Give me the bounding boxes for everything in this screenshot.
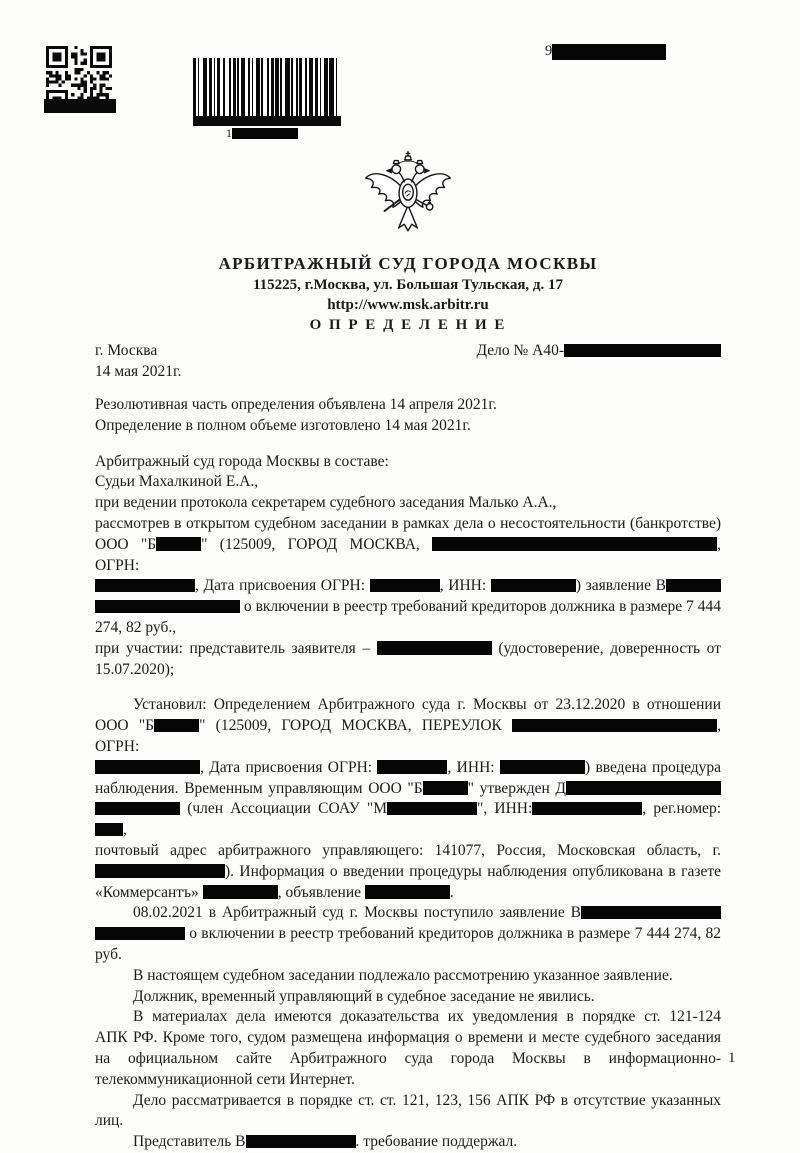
redaction-bar xyxy=(512,719,717,733)
redaction-bar xyxy=(377,641,492,655)
redaction-bar xyxy=(156,537,201,551)
text-line: (член Ассоциации СОАУ "М ", ИНН: , рег.номер:, xyxy=(95,799,721,841)
text-line: руб. xyxy=(95,945,122,963)
document-type-title: О П Р Е Д Е Л Е Н И Е xyxy=(309,317,507,333)
barcode-number xyxy=(226,126,298,141)
text-line: о включении в реестр требований кредиторов должника в размере 7 444 xyxy=(95,597,721,618)
redaction-bar xyxy=(44,99,116,113)
text-line: «Коммерсантъ» , объявление . xyxy=(95,883,454,901)
text-line: почтовый адрес арбитражного управляющего: 141077, Россия, Московская область, г. xyxy=(95,841,721,859)
document-date: 14 мая 2021г. xyxy=(95,363,182,380)
redaction-bar xyxy=(491,579,576,593)
barcode xyxy=(193,58,341,117)
redaction-bar xyxy=(95,927,185,941)
text-line: , Дата присвоения ОГРН: , ИНН: ) введена процедура xyxy=(95,758,721,779)
text-line: Судьи Махалкиной Е.А., xyxy=(95,473,259,491)
text-line: АПК РФ. Кроме того, судом размещена информация о времени и месте судебного заседания xyxy=(95,1029,721,1047)
text-line: Резолютивная часть определения объявлена 14 апреля 2021г. xyxy=(95,396,497,413)
court-address: 115225, г.Москва, ул. Большая Тульская, д. 17 xyxy=(252,277,564,293)
redaction-bar xyxy=(423,781,468,795)
text-line: 274, 82 руб., xyxy=(95,618,177,636)
text-line: наблюдения. Временным управляющим ООО "Б " утвержден Д xyxy=(95,779,721,800)
redaction-bar xyxy=(232,128,298,139)
body-lines xyxy=(95,395,721,1153)
redaction-bar xyxy=(203,885,278,899)
text-line: 15.07.2020); xyxy=(95,660,175,678)
russian-coat-of-arms-icon xyxy=(361,150,455,242)
redaction-bar xyxy=(95,579,195,593)
text-line: В материалах дела имеются доказательства их уведомления в порядке ст. 121-124 xyxy=(133,1008,721,1026)
text-line: ООО "Б " (125009, ГОРОД МОСКВА, ПЕРЕУЛОК , ОГРН: xyxy=(95,717,721,755)
redaction-bar xyxy=(377,760,447,774)
text-line: Установил: Определением Арбитражного суда г. Москвы от 23.12.2020 в отношении xyxy=(133,696,721,714)
redaction-bar xyxy=(95,823,123,837)
text-line: Дело рассматривается в порядке ст. ст. 121, 123, 156 АПК РФ в отсутствие указанных xyxy=(133,1091,721,1109)
redaction-bar xyxy=(532,802,642,816)
text-line: о включении в реестр требований кредиторов должника в размере 7 444 274, 82 xyxy=(95,924,721,945)
redaction-bar xyxy=(500,760,585,774)
redaction-bar xyxy=(95,600,240,614)
document-number xyxy=(545,43,666,60)
text-line: при ведении протокола секретарем судебного заседания Малько А.А., xyxy=(95,494,557,512)
redaction-bar xyxy=(95,760,200,774)
text-line: при участии: представитель заявителя – (удостоверение, доверенность от xyxy=(95,639,721,657)
barcode-base xyxy=(193,116,341,126)
redaction-bar xyxy=(581,906,721,920)
text-line: ). Информация о введении процедуры наблюдения опубликована в газете xyxy=(95,862,721,883)
redaction-bar xyxy=(566,781,721,795)
redaction-bar xyxy=(370,579,440,593)
text-line: телекоммуникационной сети Интернет. xyxy=(95,1070,355,1088)
text-line: Арбитражный суд города Москвы в составе: xyxy=(95,452,389,470)
text-line: на официальном сайте Арбитражного суда города Москвы в информационно- xyxy=(95,1049,721,1067)
redaction-bar xyxy=(564,344,721,358)
redaction-bar xyxy=(246,1135,356,1149)
text-line: , Дата присвоения ОГРН: , ИНН: ) заявление В xyxy=(95,576,721,597)
text-line: ООО "Б " (125009, ГОРОД МОСКВА, , ОГРН: xyxy=(95,535,721,574)
redaction-bar xyxy=(365,885,450,899)
case-number xyxy=(476,340,721,361)
case-number-label: Дело № А40- xyxy=(476,342,564,359)
court-website: http://www.msk.arbitr.ru xyxy=(327,297,489,313)
text-line: В настоящем судебном заседании подлежало рассмотрению указанное заявление. xyxy=(133,966,673,984)
document-number-prefix: 9 xyxy=(545,43,553,59)
redaction-bar xyxy=(95,802,180,816)
text-line: Должник, временный управляющий в судебное заседание не явились. xyxy=(133,987,595,1005)
redaction-bar xyxy=(387,802,477,816)
text-line: Представитель В . требование поддержал. xyxy=(133,1133,518,1151)
redaction-bar xyxy=(552,44,666,60)
text-line: 08.02.2021 в Арбитражный суд г. Москвы поступило заявление В xyxy=(95,903,721,924)
redaction-bar xyxy=(154,719,199,733)
city-label: г. Москва xyxy=(95,342,158,359)
page-number: 1 xyxy=(728,1050,736,1066)
court-name: АРБИТРАЖНЫЙ СУД ГОРОДА МОСКВЫ xyxy=(218,254,598,273)
barcode-number-prefix: 1 xyxy=(226,126,232,140)
redaction-bar xyxy=(95,864,225,878)
text-line: рассмотрев в открытом судебном заседании в рамках дела о несостоятельности (банкротстве) xyxy=(95,514,721,532)
redaction-bar xyxy=(666,579,721,593)
text-line: Определение в полном объеме изготовлено 14 мая 2021г. xyxy=(95,416,471,434)
text-line: лиц. xyxy=(95,1112,124,1130)
redaction-bar xyxy=(432,537,717,551)
